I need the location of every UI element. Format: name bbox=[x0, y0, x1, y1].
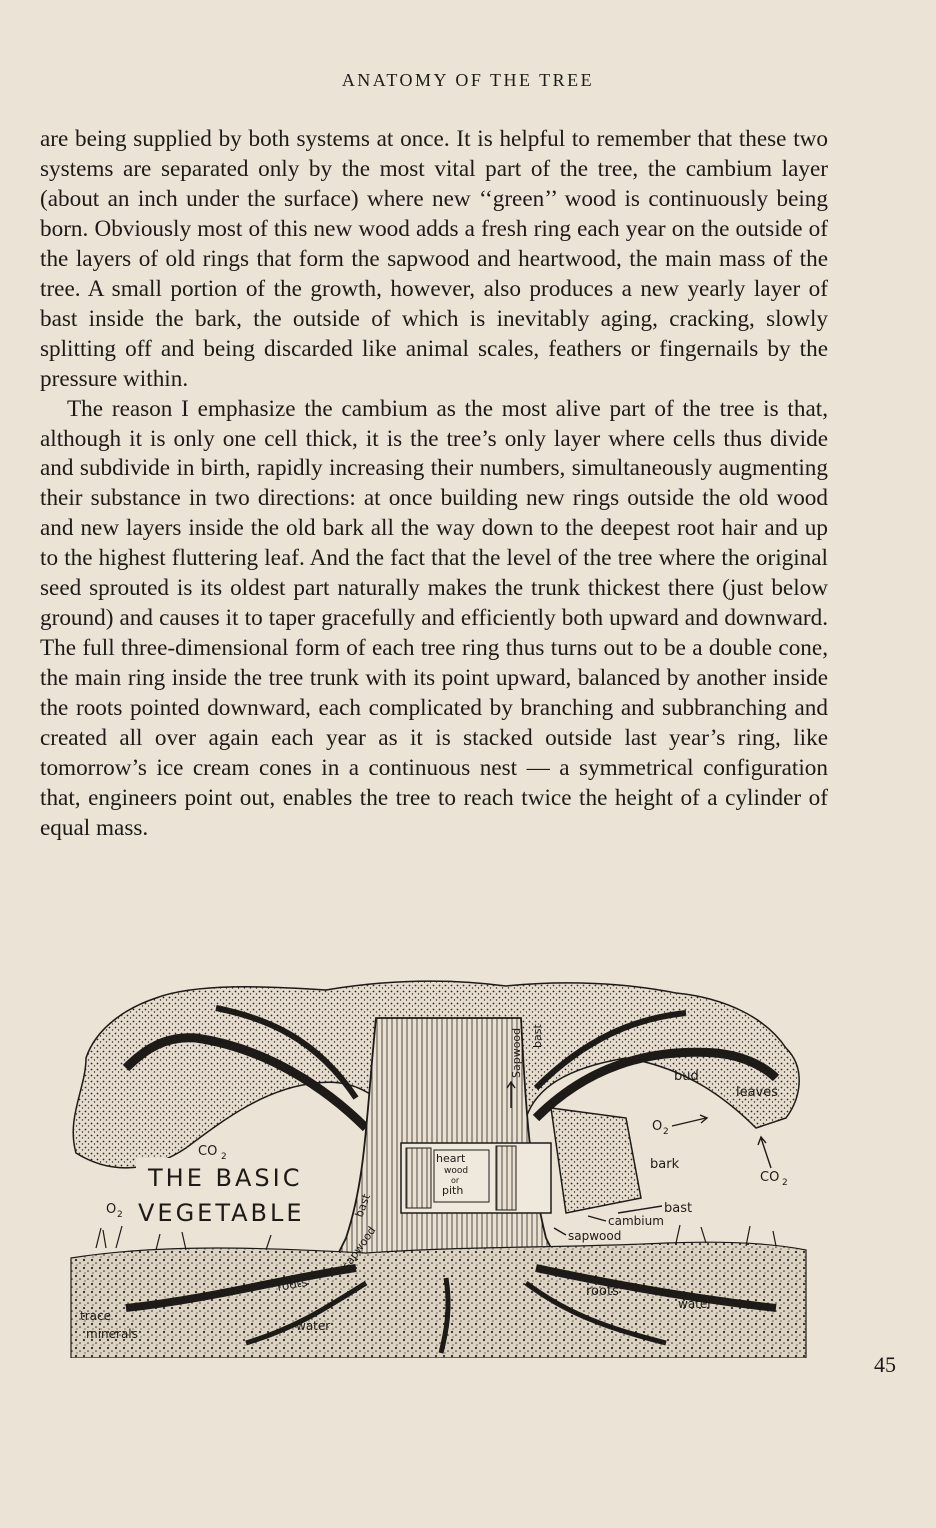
label-sapwood-vertical: Sapwood bbox=[510, 1027, 523, 1078]
paragraph-continued: are being supplied by both systems at once. It is helpful to remember that these two systems are separated only by the most vital part of the tree, the cambium layer (about an inch under the surface) where new ‘‘green’’ wood is continuously being born. Obviously most of this new wood adds a fresh ring each year on the outside of the layers of old rings that form the sapwood and heartwood, the main mass of the tree. A small portion of the growth, however, also produces a new yearly layer of bast inside the bark, the outside of which is inevitably aging, cracking, slowly splitting off and being discarded like animal scales, feathers or fingernails by the pressure within. bbox=[40, 126, 828, 392]
label-or: or bbox=[451, 1176, 460, 1185]
label-leaves: leaves bbox=[736, 1085, 779, 1100]
label-co2-right: CO bbox=[760, 1170, 780, 1185]
label-o2-left: O bbox=[106, 1202, 117, 1217]
label-bast: bast bbox=[664, 1201, 693, 1216]
label-bast-diagonal: bast bbox=[352, 1192, 373, 1220]
label-co2-right-sub: 2 bbox=[782, 1178, 788, 1188]
label-water-left: water bbox=[296, 1319, 331, 1333]
label-roots-right: roots bbox=[586, 1284, 619, 1299]
label-water-right: water bbox=[678, 1297, 713, 1311]
paragraph-cambium: The reason I emphasize the cambium as the most alive part of the tree is that, although it is only one cell thick, it is the tree’s only layer where cells thus divide and subdivide in birth, rapidly increasing their numbers, simultaneously augmenting their substance in two directions: at once building new rings outside the old wood and new layers inside the old bark all the way down to the deepest root hair and up to the highest fluttering leaf. And the fact that the level of the tree where the original seed sprouted is its oldest part naturally makes the trunk thickest there (just below ground) and causes it to taper gracefully and efficiently both upward and downward. The full three-dimensional form of each tree ring thus turns out to be a double cone, the main ring inside the tree trunk with its point upward, balanced by another inside the roots pointed downward, each complicated by branching and subbranching and created all over again each year as it is stacked outside last year’s ring, like tomorrow’s ice cream cones in a continuous nest — a symmetrical configuration that, engineers point out, enables the tree to reach twice the height of a cylinder of equal mass. bbox=[40, 395, 828, 841]
label-o2-left-sub: 2 bbox=[117, 1210, 123, 1220]
label-co2-left-sub: 2 bbox=[221, 1152, 227, 1162]
page-number: 45 bbox=[874, 1352, 896, 1377]
label-trace: trace bbox=[80, 1309, 111, 1323]
label-o2-right-sub: 2 bbox=[663, 1127, 669, 1137]
label-sapwood: sapwood bbox=[568, 1229, 622, 1243]
label-cambium: cambium bbox=[608, 1214, 664, 1228]
label-bark: bark bbox=[650, 1157, 680, 1172]
label-wood: wood bbox=[444, 1166, 469, 1176]
label-sapwood-diagonal: sapwood bbox=[339, 1224, 379, 1272]
label-pith: pith bbox=[442, 1184, 464, 1197]
tree-drawing bbox=[66, 978, 812, 1358]
tree-anatomy-illustration bbox=[66, 978, 812, 1358]
running-head: ANATOMY OF THE TREE bbox=[341, 70, 595, 90]
label-minerals: minerals bbox=[86, 1327, 138, 1341]
body-text bbox=[40, 125, 828, 844]
label-co2-left: CO bbox=[198, 1144, 218, 1159]
figure-title-line2: VEGETABLE bbox=[138, 1199, 305, 1227]
label-bud: bud bbox=[674, 1069, 699, 1084]
figure-title-line1: THE BASIC bbox=[148, 1164, 303, 1192]
label-o2-right: O bbox=[652, 1119, 663, 1134]
label-heart: heart bbox=[436, 1152, 466, 1165]
label-bast-vertical: bast bbox=[531, 1024, 544, 1048]
label-roots-left: roots bbox=[276, 1274, 309, 1294]
